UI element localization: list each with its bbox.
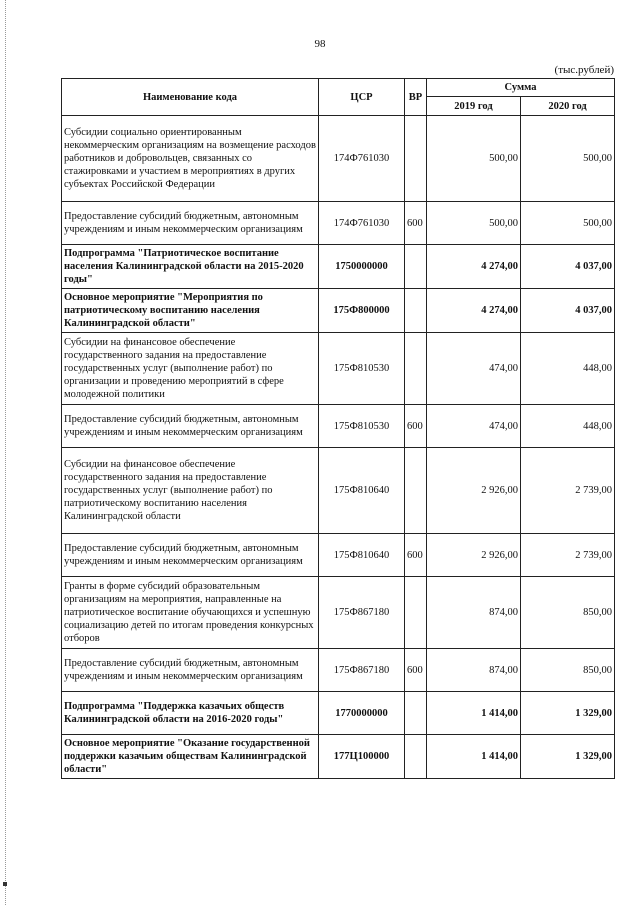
row-vr: 600 [405, 534, 427, 577]
table-row [62, 448, 615, 534]
header-year-2020: 2020 год [521, 97, 615, 116]
row-csr: 175Ф810530 [319, 405, 405, 448]
row-name: Основное мероприятие "Оказание государственной поддержки казачьим обществам Калининградской области" [62, 735, 319, 779]
row-sum-2020: 2 739,00 [521, 534, 615, 577]
row-name: Субсидии на финансовое обеспечение государственного задания на предоставление государственных услуг (выполнение работ) по патриотическому воспитанию населения Калининградской области [62, 448, 319, 534]
row-sum-2020: 1 329,00 [521, 692, 615, 735]
row-csr: 174Ф761030 [319, 116, 405, 202]
row-csr: 175Ф867180 [319, 577, 405, 649]
row-sum-2019: 1 414,00 [427, 692, 521, 735]
row-sum-2020: 448,00 [521, 333, 615, 405]
row-csr: 175Ф810640 [319, 534, 405, 577]
row-vr [405, 735, 427, 779]
table-body [62, 116, 615, 779]
budget-table [61, 78, 615, 779]
row-name: Субсидии социально ориентированным некоммерческим организациям на возмещение расходов работников и добровольцев, связанных со стажировками и участием в мероприятиях в других субъектах Российской Федерации [62, 116, 319, 202]
table-row [62, 202, 615, 245]
row-vr [405, 692, 427, 735]
table-row [62, 333, 615, 405]
row-name: Основное мероприятие "Мероприятия по патриотическому воспитанию населения Калининградской области" [62, 289, 319, 333]
row-vr [405, 245, 427, 289]
row-sum-2019: 874,00 [427, 577, 521, 649]
header-name: Наименование кода [62, 79, 319, 116]
header-vr: ВР [405, 79, 427, 116]
row-sum-2020: 500,00 [521, 202, 615, 245]
row-sum-2019: 2 926,00 [427, 448, 521, 534]
row-vr: 600 [405, 202, 427, 245]
row-csr: 175Ф810530 [319, 333, 405, 405]
row-sum-2019: 500,00 [427, 202, 521, 245]
row-vr: 600 [405, 649, 427, 692]
scan-margin-marks [5, 0, 8, 905]
row-vr [405, 333, 427, 405]
row-name: Подпрограмма "Патриотическое воспитание населения Калининградской области на 2015-2020 годы" [62, 245, 319, 289]
scan-dot [3, 882, 7, 886]
row-vr [405, 448, 427, 534]
row-name: Подпрограмма "Поддержка казачьих обществ Калининградской области на 2016-2020 годы" [62, 692, 319, 735]
row-sum-2020: 4 037,00 [521, 245, 615, 289]
row-sum-2019: 474,00 [427, 405, 521, 448]
row-name: Предоставление субсидий бюджетным, автономным учреждениям и иным некоммерческим организациям [62, 202, 319, 245]
table-row [62, 245, 615, 289]
table-row [62, 116, 615, 202]
table-row [62, 405, 615, 448]
row-sum-2019: 1 414,00 [427, 735, 521, 779]
row-sum-2019: 874,00 [427, 649, 521, 692]
header-csr: ЦСР [319, 79, 405, 116]
row-sum-2019: 2 926,00 [427, 534, 521, 577]
row-sum-2020: 448,00 [521, 405, 615, 448]
row-csr: 1770000000 [319, 692, 405, 735]
row-sum-2019: 500,00 [427, 116, 521, 202]
row-csr: 175Ф800000 [319, 289, 405, 333]
header-sum: Сумма [427, 79, 615, 97]
page-number: 98 [314, 38, 326, 50]
row-vr [405, 577, 427, 649]
row-vr [405, 289, 427, 333]
row-csr: 175Ф810640 [319, 448, 405, 534]
row-csr: 174Ф761030 [319, 202, 405, 245]
row-csr: 1750000000 [319, 245, 405, 289]
table-row [62, 534, 615, 577]
row-name: Предоставление субсидий бюджетным, автономным учреждениям и иным некоммерческим организациям [62, 534, 319, 577]
row-name: Гранты в форме субсидий образовательным организациям на мероприятия, направленные на патриотическое воспитание обучающихся и успешную социализацию детей по итогам проведения конкурсных отборов [62, 577, 319, 649]
table-row [62, 649, 615, 692]
row-csr: 175Ф867180 [319, 649, 405, 692]
table-row [62, 577, 615, 649]
row-vr [405, 116, 427, 202]
table-row [62, 692, 615, 735]
row-vr: 600 [405, 405, 427, 448]
row-sum-2020: 2 739,00 [521, 448, 615, 534]
row-csr: 177Ц100000 [319, 735, 405, 779]
row-sum-2020: 1 329,00 [521, 735, 615, 779]
header-year-2019: 2019 год [427, 97, 521, 116]
units-label: (тыс.рублей) [554, 64, 614, 76]
row-sum-2020: 500,00 [521, 116, 615, 202]
row-sum-2020: 850,00 [521, 577, 615, 649]
table-row [62, 735, 615, 779]
row-sum-2019: 4 274,00 [427, 289, 521, 333]
row-sum-2020: 4 037,00 [521, 289, 615, 333]
row-name: Предоставление субсидий бюджетным, автономным учреждениям и иным некоммерческим организациям [62, 649, 319, 692]
table-row [62, 289, 615, 333]
row-sum-2019: 4 274,00 [427, 245, 521, 289]
row-name: Субсидии на финансовое обеспечение государственного задания на предоставление государственных услуг (выполнение работ) по организации и проведению мероприятий в сфере молодежной политики [62, 333, 319, 405]
row-name: Предоставление субсидий бюджетным, автономным учреждениям и иным некоммерческим организациям [62, 405, 319, 448]
row-sum-2019: 474,00 [427, 333, 521, 405]
row-sum-2020: 850,00 [521, 649, 615, 692]
